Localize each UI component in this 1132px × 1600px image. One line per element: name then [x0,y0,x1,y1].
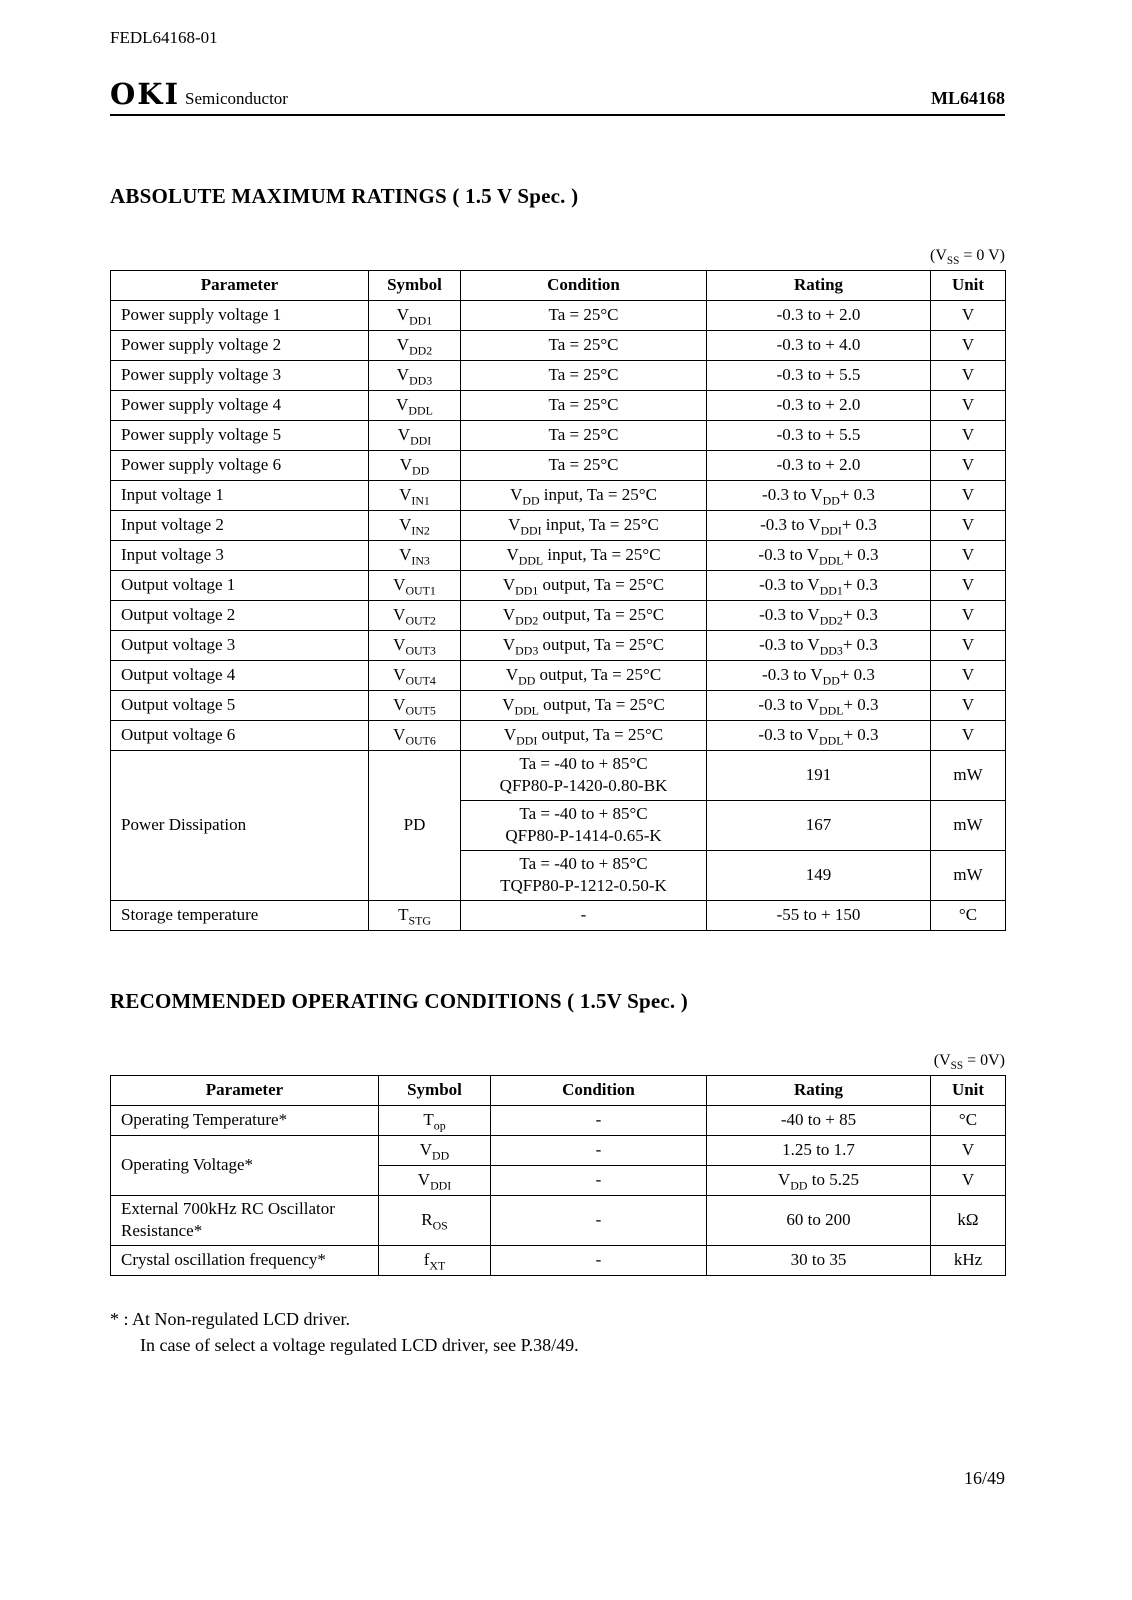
parameter-cell: Output voltage 4 [111,661,369,691]
unit-cell: °C [931,900,1006,930]
parameter-cell: Power supply voltage 4 [111,391,369,421]
condition-cell: Ta = 25°C [461,391,707,421]
symbol-cell: $V_{OUT5}$ [369,691,461,721]
table-row [111,541,1006,571]
unit-cell: V [931,511,1006,541]
part-number: ML64168 [931,88,1005,108]
unit-cell: V [931,391,1006,421]
condition-cell: $V_{DDL}$ input, Ta = 25°C [461,541,707,571]
condition-cell: Ta = -40 to + 85°C QFP80-P-1420-0.80-BK [461,751,707,801]
table-row [111,601,1006,631]
parameter-cell: Power supply voltage 6 [111,451,369,481]
table-row [111,301,1006,331]
condition-cell: - [491,1135,707,1165]
rating-cell: 30 to 35 [707,1245,931,1275]
table-row [111,571,1006,601]
rating-cell: 149 [707,850,931,900]
unit-cell: mW [931,751,1006,801]
unit-cell: V [931,601,1006,631]
table-row [111,391,1006,421]
condition-cell: - [491,1165,707,1195]
unit-cell: V [931,571,1006,601]
section-title-absolute-maximum-ratings: ABSOLUTE MAXIMUM RATINGS ( 1.5 V Spec. ) [110,184,579,208]
symbol-cell: $V_{DDI}$ [369,421,461,451]
table-row [111,511,1006,541]
footnote-line-1: * : At Non-regulated LCD driver. [110,1308,350,1329]
condition-cell: Ta = 25°C [461,451,707,481]
parameter-cell: Operating Voltage* [111,1135,379,1195]
parameter-cell: External 700kHz RC Oscillator Resistance* [111,1195,379,1245]
table-row [111,1135,1006,1165]
table-row [111,661,1006,691]
column-header: Unit [931,271,1006,301]
rating-cell: 167 [707,800,931,850]
unit-cell: V [931,481,1006,511]
condition-cell: Ta = 25°C [461,301,707,331]
rating-cell: 60 to 200 [707,1195,931,1245]
rating-cell: -0.3 to $V_{DD3}+ 0.3$ [707,631,931,661]
rating-cell: -0.3 to $V_{DD1}+ 0.3$ [707,571,931,601]
parameter-cell: Crystal oscillation frequency* [111,1245,379,1275]
column-header: Parameter [111,1075,379,1105]
parameter-cell: Operating Temperature* [111,1105,379,1135]
unit-cell: V [931,541,1006,571]
parameter-cell: Storage temperature [111,900,369,930]
symbol-cell: $V_{IN1}$ [369,481,461,511]
table-row [111,451,1006,481]
symbol-cell: $V_{OUT6}$ [369,721,461,751]
unit-cell: V [931,631,1006,661]
condition-cell: $V_{DD3}$ output, Ta = 25°C [461,631,707,661]
page-number: 16/49 [963,1468,1005,1488]
symbol-cell: $V_{OUT4}$ [369,661,461,691]
symbol-cell: $V_{DDL}$ [369,391,461,421]
parameter-cell: Output voltage 5 [111,691,369,721]
table-head [111,1075,1006,1105]
document-number: FEDL64168-01 [110,28,218,47]
symbol-cell: $V_{IN2}$ [369,511,461,541]
symbol-cell: $V_{DD1}$ [369,301,461,331]
rating-cell: -0.3 to + 5.5 [707,421,931,451]
condition-cell: $V_{DD}$ output, Ta = 25°C [461,661,707,691]
footnote [110,1306,1005,1358]
rating-cell: -0.3 to + 2.0 [707,391,931,421]
symbol-cell: $V_{DD3}$ [369,361,461,391]
symbol-cell: $V_{OUT3}$ [369,631,461,661]
column-header: Condition [461,271,707,301]
rating-cell: -0.3 to + 2.0 [707,301,931,331]
unit-cell: V [931,451,1006,481]
column-header: Parameter [111,271,369,301]
condition-cell: - [491,1195,707,1245]
rating-cell: -40 to + 85 [707,1105,931,1135]
rating-cell: -0.3 to $V_{DDL}+ 0.3$ [707,541,931,571]
rating-cell: -0.3 to $V_{DD2}+ 0.3$ [707,601,931,631]
condition-cell: - [491,1105,707,1135]
rating-cell: -0.3 to $V_{DD}+ 0.3$ [707,661,931,691]
parameter-cell: Output voltage 3 [111,631,369,661]
symbol-cell: $V_{DD}$ [369,451,461,481]
condition-cell: Ta = -40 to + 85°C TQFP80-P-1212-0.50-K [461,850,707,900]
unit-cell: mW [931,850,1006,900]
unit-cell: V [931,721,1006,751]
table-row [111,421,1006,451]
table-row [111,361,1006,391]
table-header-row [111,271,1006,301]
condition-cell: $V_{DDI}$ input, Ta = 25°C [461,511,707,541]
column-header: Rating [707,1075,931,1105]
parameter-cell: Output voltage 1 [111,571,369,601]
table-row [111,481,1006,511]
column-header: Symbol [369,271,461,301]
unit-cell: kΩ [931,1195,1006,1245]
symbol-cell: $V_{IN3}$ [369,541,461,571]
symbol-cell: $T_{STG}$ [369,900,461,930]
rating-cell: -0.3 to + 4.0 [707,331,931,361]
unit-cell: V [931,361,1006,391]
table-head [111,271,1006,301]
symbol-cell: PD [369,751,461,901]
rating-cell: -55 to + 150 [707,900,931,930]
symbol-cell: $R_{OS}$ [379,1195,491,1245]
table-body [111,301,1006,931]
rating-cell: -0.3 to $V_{DD}+ 0.3$ [707,481,931,511]
condition-cell: $V_{DD2}$ output, Ta = 25°C [461,601,707,631]
unit-cell: V [931,1165,1006,1195]
unit-cell: V [931,1135,1006,1165]
table-row [111,751,1006,801]
symbol-cell: $f_{XT}$ [379,1245,491,1275]
unit-cell: V [931,661,1006,691]
parameter-cell: Input voltage 1 [111,481,369,511]
condition-cell: Ta = 25°C [461,421,707,451]
table-row [111,721,1006,751]
symbol-cell: $V_{OUT1}$ [369,571,461,601]
oki-logo: OKI [110,77,181,111]
table-row [111,631,1006,661]
symbol-cell: $V_{DD2}$ [369,331,461,361]
column-header: Symbol [379,1075,491,1105]
table-row [111,1195,1006,1245]
parameter-cell: Power supply voltage 5 [111,421,369,451]
parameter-cell: Output voltage 6 [111,721,369,751]
vss-note-1: ($V_{SS} = 0$ V) [930,247,1005,268]
table-body [111,1105,1006,1275]
absolute-maximum-ratings-table [110,270,1006,931]
condition-cell: $V_{DDI}$ output, Ta = 25°C [461,721,707,751]
rating-cell: -0.3 to + 2.0 [707,451,931,481]
condition-cell: $V_{DDL}$ output, Ta = 25°C [461,691,707,721]
parameter-cell: Power supply voltage 1 [111,301,369,331]
table-row [111,900,1006,930]
unit-cell: °C [931,1105,1006,1135]
rating-cell: 1.25 to 1.7 [707,1135,931,1165]
rating-cell: -0.3 to $V_{DDL}+ 0.3$ [707,691,931,721]
symbol-cell: $V_{DDI}$ [379,1165,491,1195]
symbol-cell: $T_{op}$ [379,1105,491,1135]
condition-cell: - [461,900,707,930]
table-row [111,1245,1006,1275]
rating-cell: -0.3 to $V_{DDL}+ 0.3$ [707,721,931,751]
page-header [110,77,1005,116]
unit-cell: V [931,421,1006,451]
parameter-cell: Power supply voltage 3 [111,361,369,391]
table-row [111,1105,1006,1135]
rating-cell: -0.3 to $V_{DDI}+ 0.3$ [707,511,931,541]
parameter-cell: Input voltage 2 [111,511,369,541]
unit-cell: V [931,301,1006,331]
symbol-cell: $V_{OUT2}$ [369,601,461,631]
column-header: Rating [707,271,931,301]
rating-cell: -0.3 to + 5.5 [707,361,931,391]
table-row [111,331,1006,361]
recommended-operating-conditions-table [110,1075,1006,1276]
unit-cell: kHz [931,1245,1006,1275]
condition-cell: $V_{DD}$ input, Ta = 25°C [461,481,707,511]
condition-cell: Ta = 25°C [461,331,707,361]
rating-cell: $V_{DD}$ to 5.25 [707,1165,931,1195]
symbol-cell: $V_{DD}$ [379,1135,491,1165]
column-header: Unit [931,1075,1006,1105]
footnote-line-2: In case of select a voltage regulated LCD driver, see P.38/49. [140,1334,579,1355]
condition-cell: $V_{DD1}$ output, Ta = 25°C [461,571,707,601]
table-row [111,691,1006,721]
rating-cell: 191 [707,751,931,801]
vss-note-2: $(V_{SS} = 0V)$ [933,1051,1005,1072]
brand-suffix: Semiconductor [185,89,288,108]
unit-cell: V [931,691,1006,721]
table-header-row [111,1075,1006,1105]
parameter-cell: Output voltage 2 [111,601,369,631]
unit-cell: V [931,331,1006,361]
column-header: Condition [491,1075,707,1105]
parameter-cell: Power Dissipation [111,751,369,901]
condition-cell: Ta = 25°C [461,361,707,391]
condition-cell: Ta = -40 to + 85°C QFP80-P-1414-0.65-K [461,800,707,850]
parameter-cell: Power supply voltage 2 [111,331,369,361]
section-title-recommended-operating-conditions: RECOMMENDED OPERATING CONDITIONS ( 1.5V Spec. ) [110,988,688,1013]
parameter-cell: Input voltage 3 [111,541,369,571]
condition-cell: - [491,1245,707,1275]
unit-cell: mW [931,800,1006,850]
